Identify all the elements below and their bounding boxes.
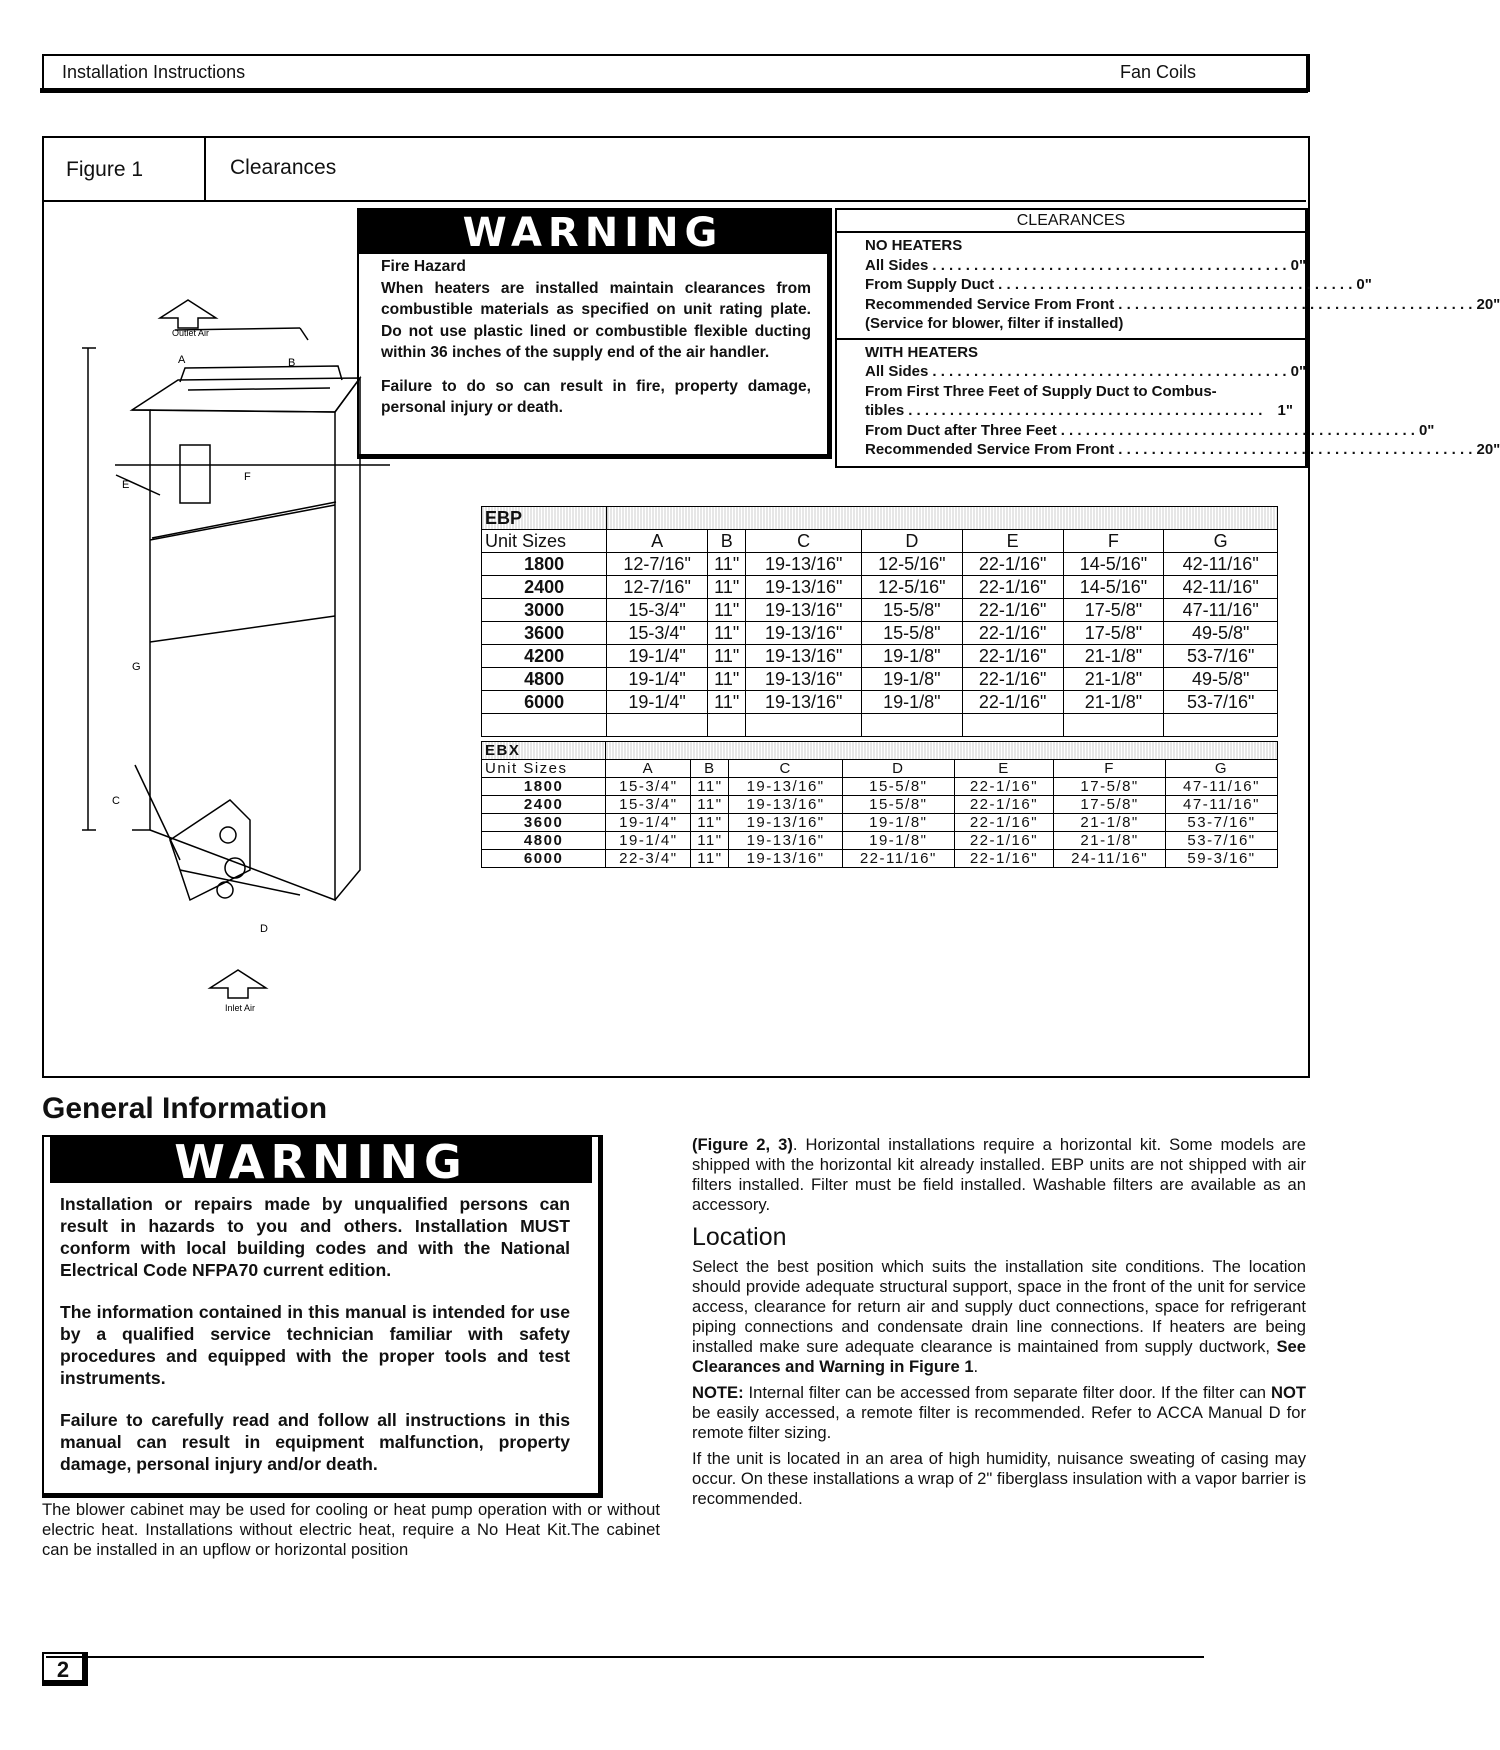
table-row: 3600 19-1/4" 11" 19-13/16" 19-1/8" 22-1/16" 21-1/8" 53-7/16" xyxy=(482,814,1278,832)
svg-text:D: D xyxy=(260,923,268,935)
figure-title: Clearances xyxy=(230,156,337,179)
svg-text:B: B xyxy=(288,357,296,369)
location-heading: Location xyxy=(692,1223,787,1251)
warning-banner: WARNING xyxy=(50,1137,592,1183)
ebx-dimensions-table xyxy=(481,741,1278,868)
clearances-title: CLEARANCES xyxy=(837,210,1305,233)
clearance-row: tibles . . . . . . . . . . . . . . . . . . . . . . . . . . . . . . . . . . . . . . . . . . . 1" xyxy=(865,402,1293,419)
clearance-row: All Sides . . . . . . . . . . . . . . . . . . . . . . . . . . . . . . . . . . . . . . . . . . . 0" xyxy=(865,363,1307,380)
with-heaters-heading: WITH HEATERS xyxy=(865,343,979,361)
table-row: 3000 15-3/4" 11" 19-13/16" 15-5/8" 22-1/16" 17-5/8" 47-11/16" xyxy=(482,599,1278,622)
service-note: (Service for blower, filter if installed) xyxy=(865,315,1124,332)
body-paragraph: (Figure 2, 3). Horizontal installations require a horizontal kit. Some models are shipped with the horizontal kit already installed. EBP units are not shipped with air filters installed. Filter must be field installed. Washable filters are available as an accessory. xyxy=(692,1135,1307,1214)
clearance-row: All Sides . . . . . . . . . . . . . . . . . . . . . . . . . . . . . . . . . . . . . . . . . . . 0" xyxy=(865,256,1307,274)
table-header-row: Unit Sizes A B C D E F G xyxy=(482,530,1278,553)
clearance-row: Recommended Service From Front . . . . . . . . . . . . . . . . . . . . . . . . . . . . . . . . . . . . . . . . . . . 20" xyxy=(865,295,1500,313)
clearances-box xyxy=(835,208,1500,468)
ebp-dimensions-table xyxy=(481,506,1278,737)
inlet-arrow-icon xyxy=(210,970,266,998)
body-paragraph: The blower cabinet may be used for cooling or heat pump operation with or without electric heat. Installations without electric heat, require a No Heat Kit.The cabinet can be installed in an upflow or horizontal position xyxy=(42,1500,660,1559)
page-header xyxy=(42,54,1310,92)
inlet-label: Inlet Air xyxy=(225,1003,256,1013)
table-row: 6000 22-3/4" 11" 19-13/16" 22-11/16" 22-1/16" 24-11/16" 59-3/16" xyxy=(482,850,1278,868)
figure-number: Figure 1 xyxy=(66,158,144,181)
footer-rule xyxy=(46,1656,1204,1658)
svg-text:G: G xyxy=(132,661,141,673)
warning-paragraph: The information contained in this manual is intended for use by a qualified service technician familiar with safety procedures and equipped with the proper tools and test instruments. xyxy=(60,1302,570,1388)
page-number: 2 xyxy=(42,1652,88,1686)
header-right: Fan Coils xyxy=(1119,62,1196,82)
table-row: 4800 19-1/4" 11" 19-13/16" 19-1/8" 22-1/16" 21-1/8" 53-7/16" xyxy=(482,832,1278,850)
header-left: Installation Instructions xyxy=(62,62,246,82)
clearance-line: From First Three Feet of Supply Duct to Combus- xyxy=(865,382,1217,400)
warning-banner: WARNING xyxy=(359,210,827,254)
table-row: 4800 19-1/4" 11" 19-13/16" 19-1/8" 22-1/16" 21-1/8" 49-5/8" xyxy=(482,668,1278,691)
clearance-row: From Supply Duct . . . . . . . . . . . . . . . . . . . . . . . . . . . . . . . . . . . . . . . . . . . 0" xyxy=(865,276,1372,293)
table-header-row: Unit Sizes A B C D E F G xyxy=(482,760,1278,778)
svg-text:A: A xyxy=(178,354,186,366)
svg-text:E: E xyxy=(122,479,130,491)
right-column-text xyxy=(692,1135,1306,1515)
clearance-row: From Duct after Three Feet . . . . . . . . . . . . . . . . . . . . . . . . . . . . . . . . . . . . . . . . . . . 0" xyxy=(865,421,1435,439)
table-row: 2400 15-3/4" 11" 19-13/16" 15-5/8" 22-1/16" 17-5/8" 47-11/16" xyxy=(482,796,1278,814)
table-row: 6000 19-1/4" 11" 19-13/16" 19-1/8" 22-1/16" 21-1/8" 53-7/16" xyxy=(482,691,1278,714)
outlet-label: Outlet Air xyxy=(172,328,210,338)
fire-hazard-warning xyxy=(357,208,832,459)
no-heaters-heading: NO HEATERS xyxy=(865,237,963,254)
header-rule xyxy=(40,88,1308,93)
figure-title-divider xyxy=(204,136,206,200)
svg-text:F: F xyxy=(244,471,251,483)
warning-consequence: Failure to do so can result in fire, property damage, personal injury or death. xyxy=(381,377,811,416)
ebx-label: EBX xyxy=(482,742,606,760)
ebp-label: EBP xyxy=(482,507,607,530)
body-paragraph: If the unit is located in an area of high humidity, nuisance sweating of casing may occur. On these installations a wrap of 2" fiberglass insulation with a vapor barrier is recommended. xyxy=(692,1449,1306,1508)
table-row: 3600 15-3/4" 11" 19-13/16" 15-5/8" 22-1/16" 17-5/8" 49-5/8" xyxy=(482,622,1278,645)
general-warning xyxy=(42,1135,603,1498)
body-paragraph: Select the best position which suits the installation site conditions. The location should provide adequate structural support, space in the front of the unit for service access, clearance for return air and supply duct connections, space for refrigerant piping connections and condensate drain line connections. If heaters are being installed make sure adequate clearance is maintained from supply ductwork, See Clearances and Warning in Figure 1. xyxy=(692,1257,1306,1376)
warning-paragraph: Failure to carefully read and follow all instructions in this manual can result in equipment malfunction, property damage, personal injury and/or death. xyxy=(60,1410,570,1474)
section-title: General Information xyxy=(42,1092,328,1125)
figure-title-bar xyxy=(42,136,1306,202)
table-row-empty xyxy=(482,714,1278,737)
note-paragraph: NOTE: Internal filter can be accessed from separate filter door. If the filter can NOT be easily accessed, a remote filter is recommended. Refer to ACCA Manual D for remote filter sizing. xyxy=(692,1383,1306,1442)
warning-text: Fire Hazard When heaters are installed maintain clearances from combustible materials as specified on unit rating plate. Do not use plastic lined or combustible flexible ducting within 36 inches of the supply end of the air handler. xyxy=(381,258,811,361)
clearance-row: Recommended Service From Front . . . . . . . . . . . . . . . . . . . . . . . . . . . . . . . . . . . . . . . . . . . 20" xyxy=(865,441,1500,458)
table-row: 2400 12-7/16" 11" 19-13/16" 12-5/16" 22-1/16" 14-5/16" 42-11/16" xyxy=(482,576,1278,599)
table-row: 1800 15-3/4" 11" 19-13/16" 15-5/8" 22-1/16" 17-5/8" 47-11/16" xyxy=(482,778,1278,796)
warning-paragraph: Installation or repairs made by unqualified persons can result in hazards to you and others. Installation MUST conform with local building codes and with the National Electrical Code NFPA70 current edition. xyxy=(60,1194,570,1280)
svg-text:C: C xyxy=(112,795,120,807)
left-column-text xyxy=(42,1500,660,1566)
table-row: 4200 19-1/4" 11" 19-13/16" 19-1/8" 22-1/16" 21-1/8" 53-7/16" xyxy=(482,645,1278,668)
outlet-arrow-icon xyxy=(160,300,216,328)
table-row: 1800 12-7/16" 11" 19-13/16" 12-5/16" 22-1/16" 14-5/16" 42-11/16" xyxy=(482,553,1278,576)
air-handler-diagram xyxy=(60,270,380,1013)
